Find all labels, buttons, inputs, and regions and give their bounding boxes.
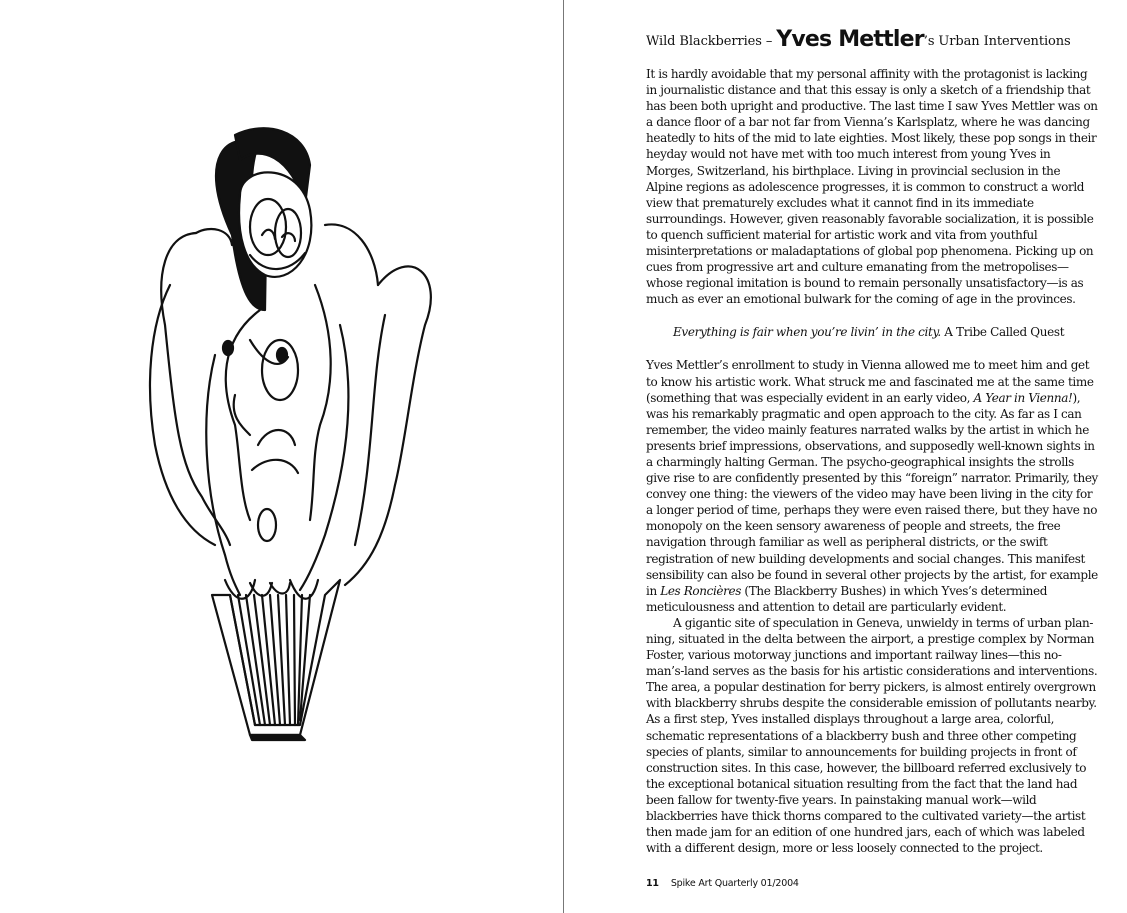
- line-drawing-illustration: [140, 125, 440, 755]
- headline-prefix: Wild Blackberries –: [646, 34, 777, 49]
- project-title: Les Roncières: [660, 583, 741, 598]
- article: [646, 26, 1098, 856]
- epigraph-quote: [673, 324, 1098, 340]
- headline-artist-name: Yves Mettler: [776, 27, 924, 52]
- paragraph-vienna-part-c: (The Blackberry Bushes) in which Yves’s determined meticulousness and attention to detail are particularly evident.: [646, 583, 1048, 614]
- headline-suffix: ’s Urban Interventions: [923, 34, 1071, 49]
- paragraph-vienna: [646, 357, 1098, 615]
- publication-name: Spike Art Quarterly 01/2004: [670, 878, 799, 889]
- page-gutter-divider: [563, 0, 564, 913]
- article-headline: [646, 26, 1098, 56]
- video-title: A Year in Vienna!: [973, 390, 1073, 405]
- paragraph-vienna-part-b: ), was his remarkably pragmatic and open approach to the city. As far as I can remember, the video mainly features narrated walks by the artist in which he presents brief impressions, observations, and supposedly well-known sights in a charmingly halting German. The psycho-geographical insights the strolls give rise to are confidently presented by this “foreign” narrator. Primarily, they convey one thing: the viewers of the video may have been living in the city for a longer period of time, perhaps they were even raised there, but they have no monopoly on the keen sensory awareness of people and streets, the free navigation through familiar as well as peripheral districts, or the swift registration of new building developments and social changes. This manifest sensibility can also be found in several other projects by the artist, for example in: [646, 390, 1098, 598]
- paragraph-intro: It is hardly avoidable that my personal affinity with the protagonist is lacking in journalistic distance and that this essay is only a sketch of a friendship that has been both upright and productive. The last time I saw Yves Mettler was on a dance floor of a bar not far from Vienna’s Karlsplatz, where he was dancing heatedly to hits of the mid to late eighties. Most likely, these pop songs in their heyday would not have met with too much interest from young Yves in Morges, Switzerland, his birthplace. Living in provincial seclusion in the Alpine regions as adolescence progresses, it is common to construct a world view that prematurely excludes what it cannot find in its immediate surroundings. However, given reasonably favorable socialization, it is possible to quench sufficient material for artistic work and vita from youthful misinterpretations or maladaptations of global pop phenomena. Picking up on cues from progressive art and culture emanating from the metropolises—whose regional imitation is bound to remain personally unsatisfactory—is as much as ever an emotional bulwark for the coming of age in the provinces.: [646, 67, 1098, 307]
- page-number: 11: [646, 878, 659, 889]
- page-footer: [646, 878, 799, 889]
- quote-text: Everything is fair when you’re livin’ in the city.: [673, 325, 941, 340]
- paragraph-geneva: A gigantic site of speculation in Geneva, unwieldy in terms of urban planning, situated in the delta between the airport, a prestige complex by Norman Foster, various motorway junctions and important railway lines—this no-man’s-land serves as the basis for his artistic considerations and interventions. The area, a popular destination for berry pickers, is almost entirely overgrown with blackberry shrubs despite the considerable emission of pollutants nearby. As a first step, Yves installed displays throughout a large area, colorful, schematic representations of a blackberry bush and three other competing species of plants, similar to announcements for building projects in front of construction sites. In this case, however, the billboard referred exclusively to the exceptional botanical situation resulting from the fact that the land had been fallow for twenty-five years. In painstaking manual work—wild blackberries have thick thorns compared to the cultivated variety—the artist then made jam for an edition of one hundred jars, each of which was labeled with a different design, more or less loosely connected to the project.: [646, 615, 1098, 856]
- paragraph-vienna-part-a: Yves Mettler’s enrollment to study in Vienna allowed me to meet him and get to know his artistic work. What struck me and fascinated me at the same time (something that was especially evident in an early video,: [646, 358, 1094, 405]
- quote-source: A Tribe Called Quest: [940, 325, 1065, 340]
